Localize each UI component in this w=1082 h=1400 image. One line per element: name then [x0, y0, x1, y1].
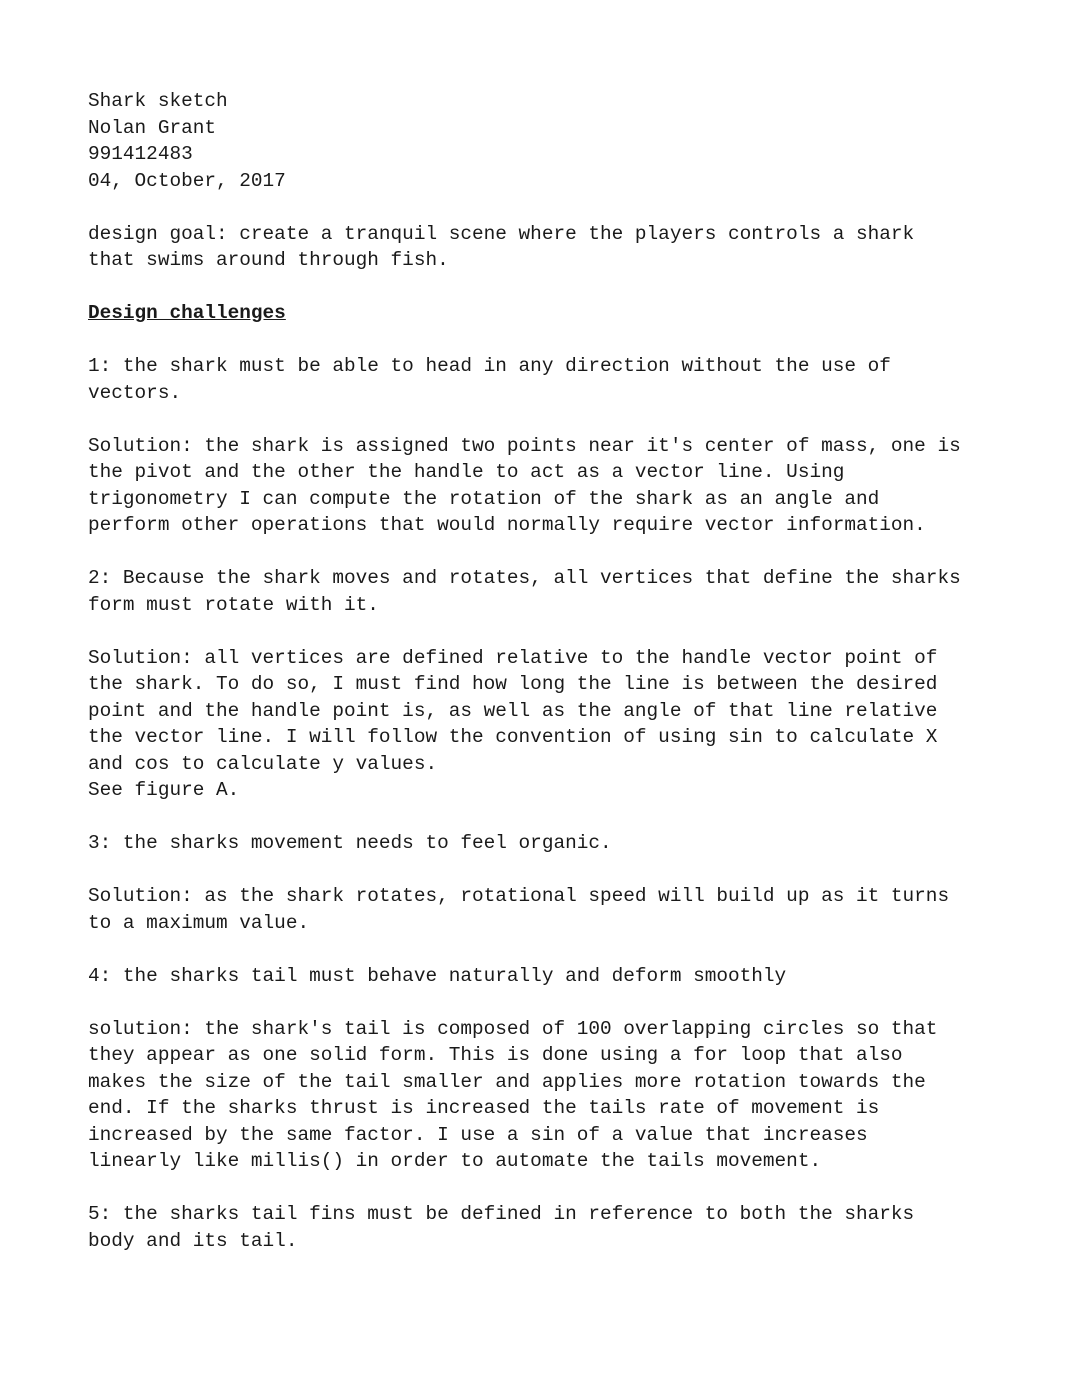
spacer [88, 618, 1048, 645]
design-goal-line: that swims around through fish. [88, 249, 449, 271]
challenge-problem-line: 2: Because the shark moves and rotates, all vertices that define the sharks [88, 567, 961, 589]
challenge-solution-line: point and the handle point is, as well as the angle of that line relative [88, 699, 938, 722]
document-page [88, 88, 1048, 1254]
challenge-problem-line: 4: the sharks tail must behave naturally and deform smoothly [88, 964, 787, 987]
challenge-problem-line: vectors. [88, 381, 182, 404]
challenge-solution-line: linearly like millis() in order to automate the tails movement. [88, 1150, 822, 1172]
document-date: 04, October, 2017 [88, 169, 286, 192]
challenge-problem-line: 3: the sharks movement needs to feel organic. [88, 832, 612, 854]
challenge-problem-line: 1: the shark must be able to head in any direction without the use of [88, 355, 891, 377]
challenge-solution-line: to a maximum value. [88, 911, 310, 934]
spacer [88, 936, 1048, 963]
spacer [88, 804, 1048, 831]
challenge-solution-line: the shark. To do so, I must find how long the line is between the desired [88, 673, 938, 695]
spacer [88, 857, 1048, 884]
challenge-solution-line: increased by the same factor. I use a sin of a value that increases [88, 1123, 868, 1146]
challenge-solution-line: makes the size of the tail smaller and applies more rotation towards the [88, 1070, 926, 1093]
author-name: Nolan Grant [88, 116, 216, 139]
challenge-solution-line: Solution: all vertices are defined relative to the handle vector point of [88, 646, 938, 669]
challenge-solution-line: trigonometry I can compute the rotation of the shark as an angle and [88, 487, 880, 510]
student-id: 991412483 [88, 143, 193, 165]
spacer [88, 194, 1048, 221]
spacer [88, 406, 1048, 433]
challenge-solution-line: they appear as one solid form. This is done using a for loop that also [88, 1044, 903, 1066]
challenge-problem-line: 5: the sharks tail fins must be defined in reference to both the sharks [88, 1203, 915, 1225]
challenge-solution-line: Solution: as the shark rotates, rotational speed will build up as it turns [88, 885, 950, 907]
spacer [88, 274, 1048, 301]
spacer [88, 1175, 1048, 1202]
challenge-solution-line: solution: the shark's tail is composed of 100 overlapping circles so that [88, 1017, 938, 1040]
challenge-5 [88, 1201, 1048, 1254]
challenges-heading: Design challenges [88, 302, 286, 324]
challenge-solution-line: perform other operations that would normally require vector information. [88, 514, 926, 536]
challenge-1 [88, 353, 1048, 565]
challenge-problem-line: form must rotate with it. [88, 593, 379, 616]
challenge-solution-line: the vector line. I will follow the convention of using sin to calculate X [88, 726, 938, 748]
challenge-3 [88, 830, 1048, 963]
spacer [88, 539, 1048, 566]
challenge-solution-line: Solution: the shark is assigned two points near it's center of mass, one is [88, 434, 961, 457]
challenge-solution-line: the pivot and the other the handle to act as a vector line. Using [88, 461, 845, 483]
spacer [88, 327, 1048, 354]
challenge-solution-line: and cos to calculate y values. [88, 752, 438, 775]
spacer [88, 989, 1048, 1016]
challenge-2 [88, 565, 1048, 830]
document-title: Shark sketch [88, 90, 228, 112]
challenge-4 [88, 963, 1048, 1202]
challenge-problem-line: body and its tail. [88, 1229, 298, 1252]
figure-reference: See figure A. [88, 779, 240, 801]
design-goal-line: design goal: create a tranquil scene where the players controls a shark [88, 222, 915, 245]
challenge-solution-line: end. If the sharks thrust is increased the tails rate of movement is [88, 1097, 880, 1119]
